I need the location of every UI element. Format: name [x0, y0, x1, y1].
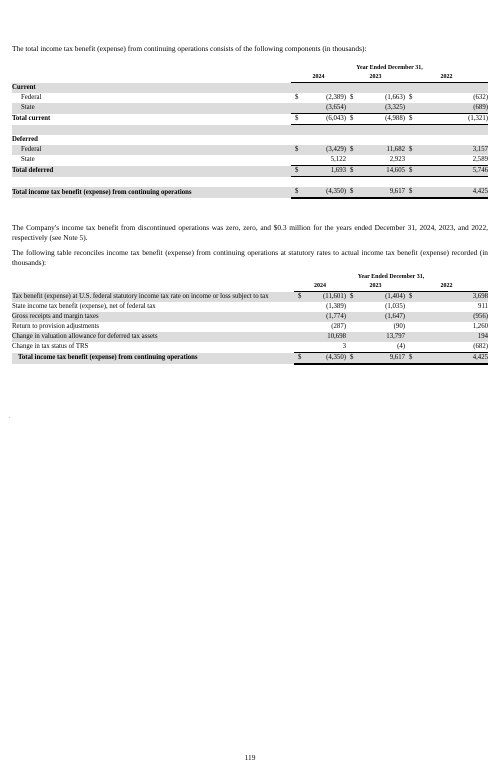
cell: 5,746 [414, 166, 488, 177]
cell: (11,601) [303, 292, 346, 303]
table-row [12, 155, 488, 166]
row-label: Total income tax benefit (expense) from continuing operations [12, 353, 294, 365]
cell: 3,698 [414, 292, 488, 303]
cell: (6,043) [300, 114, 346, 125]
table-row [12, 332, 488, 342]
cell: (2,389) [326, 94, 346, 101]
cell: 5,122 [300, 155, 346, 166]
row-label: Federal [21, 94, 42, 101]
stray-mark [9, 417, 10, 418]
cell: (3,654) [300, 103, 346, 114]
cell: 3,157 [414, 145, 488, 155]
tax-reconciliation-table [12, 273, 488, 365]
cell: (1,321) [414, 114, 488, 125]
cell: (682) [414, 342, 488, 353]
cell: (4,988) [355, 114, 405, 125]
row-label: Gross receipts and margin taxes [12, 312, 294, 322]
cell: (3,429) [300, 145, 346, 155]
table-row [12, 322, 488, 332]
cell: 9,617 [355, 353, 405, 365]
table-row-total: Total income tax benefit (expense) from continuing operations $ (4,350) $ 9,617 $ 4,425 [12, 353, 488, 365]
cell: 4,425 [414, 187, 488, 198]
cell: (956) [414, 312, 488, 322]
cell: 4,425 [414, 353, 488, 365]
year-2022-header: 2022 [405, 282, 488, 292]
cell: 2,923 [355, 155, 405, 166]
table-row [12, 312, 488, 322]
income-tax-components-table [12, 64, 488, 199]
discontinued-ops-paragraph: The Company's income tax benefit from discontinued operations was zero, zero, and $0.3 million for the years ended December 31, 2024, 2023, and 2022, respectively (see Note 5). [12, 223, 488, 242]
cell: 10,698 [303, 332, 346, 342]
intro-paragraph: The total income tax benefit (expense) from continuing operations consists of the following components (in thousands): [12, 44, 367, 53]
table-row: Federal $ (2,389) $ (1,663) $ (632) [12, 93, 488, 103]
cell: (689) [414, 103, 488, 114]
row-label: Total deferred [12, 166, 291, 177]
year-2022-header: 2022 [405, 73, 488, 83]
cell: 194 [414, 332, 488, 342]
cell: (1,647) [355, 312, 405, 322]
row-label: Change in valuation allowance for deferred tax assets [12, 332, 294, 342]
row-label: Return to provision adjustments [12, 323, 100, 330]
cell: 13,797 [355, 332, 405, 342]
cell: (4,350) [300, 187, 346, 198]
cell: 9,617 [355, 187, 405, 198]
cell: (632) [473, 94, 488, 101]
table-row: Tax benefit (expense) at U.S. federal statutory income tax rate on income or loss subject to tax $ (11,601) $ (1,404) $ 3,698 [12, 292, 488, 300]
cell: (1,035) [385, 303, 405, 310]
row-label: State income tax benefit (expense), net of federal tax [12, 303, 156, 310]
table-row: Total current $ (6,043) $ (4,988) $ (1,321) [12, 114, 488, 125]
deferred-section-label: Deferred [12, 136, 38, 143]
table-row: Federal $ (3,429) $ 11,682 $ 3,157 [12, 145, 488, 155]
cell: 14,605 [355, 166, 405, 177]
cell: (1,774) [303, 312, 346, 322]
row-label: Total current [12, 115, 51, 122]
cell: (1,389) [326, 303, 346, 310]
row-label: Total income tax benefit (expense) from continuing operations [12, 187, 291, 198]
year-2024-header: 2024 [294, 282, 346, 292]
year-2024-header: 2024 [291, 73, 346, 83]
cell: (4,350) [303, 353, 346, 365]
cell: 11,682 [355, 145, 405, 155]
cell: (90) [393, 323, 405, 330]
table-row [12, 103, 488, 114]
cell: 1,693 [300, 166, 346, 177]
cell: 3 [303, 342, 346, 353]
table-row-total: Total income tax benefit (expense) from continuing operations $ (4,350) $ 9,617 $ 4,425 [12, 187, 488, 198]
cell: (3,325) [355, 103, 405, 114]
table-row [12, 302, 488, 312]
table-row [12, 342, 488, 353]
cell: (287) [331, 323, 346, 330]
reconciliation-intro-paragraph: The following table reconciles income tax benefit (expense) from continuing operations at statutory rates to actual income tax benefit (expense) recorded (in thousands): [12, 248, 488, 267]
cell: (1,404) [355, 292, 405, 303]
row-label: State [21, 156, 35, 164]
current-section-label: Current [12, 83, 291, 94]
row-label: State [12, 103, 291, 114]
page-number: 119 [244, 753, 256, 762]
row-label: Federal [12, 145, 291, 155]
table-row: Total deferred $ 1,693 $ 14,605 $ 5,746 [12, 166, 488, 177]
year-2023-header: 2023 [346, 282, 405, 292]
year-2023-header: 2023 [346, 73, 405, 83]
cell: 911 [478, 303, 488, 310]
cell: (4) [355, 342, 405, 353]
row-label: Change in tax status of TRS [12, 343, 89, 351]
cell: (1,663) [385, 94, 405, 101]
row-label: Tax benefit (expense) at U.S. federal statutory income tax rate on income or loss subject to tax [12, 292, 294, 303]
year-ended-header: Year Ended December 31, [357, 274, 425, 280]
cell: 2,589 [414, 155, 488, 166]
cell: 1,260 [472, 323, 488, 330]
year-ended-header: Year Ended December 31, [356, 65, 423, 71]
